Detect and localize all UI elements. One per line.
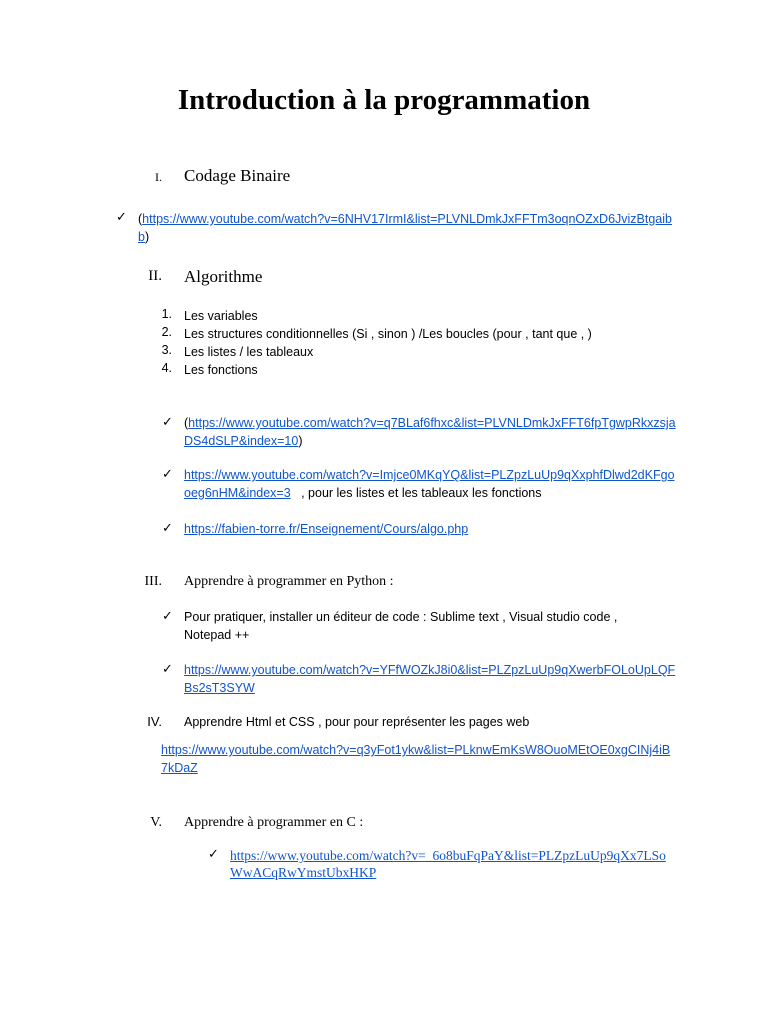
checkmark-icon: ✓ bbox=[208, 846, 219, 861]
list-item-text: Les variables bbox=[184, 309, 258, 323]
list-number: 4. bbox=[161, 361, 172, 375]
numbered-list bbox=[152, 307, 712, 379]
page-title: Introduction à la programmation bbox=[177, 84, 591, 116]
link-suffix: , pour les listes et les tableaux les fonctions bbox=[301, 486, 542, 500]
link-paragraph bbox=[161, 741, 677, 777]
link-prefix: ( bbox=[184, 416, 189, 430]
section-numeral: V. bbox=[150, 815, 162, 830]
youtube-link[interactable]: https://www.youtube.com/watch?v=q3yFot1ykw&list=PLknwEmKsW8OuoMEtOE0xgCINj4iB7kDaZ bbox=[161, 743, 671, 775]
link-paragraph bbox=[184, 466, 676, 502]
youtube-link[interactable]: https://www.youtube.com/watch?v=YFfWOZkJ8i0&list=PLZpzLuUp9qXwerbFOLoUpLQFBs2sT3SYW bbox=[184, 663, 676, 695]
list-number: 2. bbox=[161, 325, 172, 339]
section-numeral: I. bbox=[155, 170, 162, 184]
section-numeral: IV. bbox=[147, 714, 162, 729]
youtube-link[interactable]: https://www.youtube.com/watch?v=q7BLaf6fhxc&list=PLVNLDmkJxFFT6fpTgwpRkxzsjaDS4dSLP&index=10 bbox=[184, 416, 676, 448]
link-paragraph bbox=[138, 210, 676, 246]
checkmark-icon: ✓ bbox=[116, 209, 127, 224]
list-item bbox=[152, 325, 712, 343]
list-item bbox=[152, 307, 712, 325]
checkmark-icon: ✓ bbox=[162, 466, 173, 481]
section-numeral: II. bbox=[148, 268, 162, 284]
checkmark-icon: ✓ bbox=[162, 414, 173, 429]
link-paragraph bbox=[230, 847, 678, 881]
checkmark-icon: ✓ bbox=[162, 520, 173, 535]
link-paragraph bbox=[184, 661, 678, 697]
link-paragraph bbox=[184, 414, 676, 450]
tip-text: Pour pratiquer, installer un éditeur de code : Sublime text , Visual studio code , Notepad ++ bbox=[184, 610, 618, 642]
link-suffix: ) bbox=[298, 434, 303, 448]
youtube-link[interactable]: https://www.youtube.com/watch?v=6NHV17IrmI&list=PLVNLDmkJxFFTm3oqnOZxD6JvizBtgaibb bbox=[138, 212, 672, 244]
list-item-text: Les listes / les tableaux bbox=[184, 345, 314, 359]
checkmark-icon: ✓ bbox=[162, 661, 173, 676]
list-number: 1. bbox=[161, 307, 172, 321]
list-item bbox=[152, 343, 712, 361]
section-heading: Algorithme bbox=[184, 267, 263, 286]
section-heading: Apprendre Html et CSS , pour pour représenter les pages web bbox=[184, 715, 530, 729]
section-numeral: III. bbox=[144, 574, 162, 589]
link-suffix: ) bbox=[144, 230, 150, 244]
link-prefix: ( bbox=[138, 212, 143, 226]
list-number: 3. bbox=[161, 343, 172, 357]
list-item bbox=[152, 361, 712, 379]
link-paragraph bbox=[184, 520, 676, 538]
youtube-link[interactable]: https://www.youtube.com/watch?v=Imjce0MKqYQ&list=PLZpzLuUp9qXxphfDlwd2dKFgooeg6nHM&index=3 bbox=[184, 468, 675, 500]
youtube-link[interactable]: https://www.youtube.com/watch?v=_6o8buFqPaY&list=PLZpzLuUp9qXx7LSoWwACqRwYmstUbxHKP bbox=[230, 848, 666, 880]
list-item-text: Les structures conditionnelles (Si , sinon ) /Les boucles (pour , tant que , ) bbox=[184, 327, 592, 341]
section-heading: Apprendre à programmer en C : bbox=[184, 815, 364, 830]
section-heading: Apprendre à programmer en Python : bbox=[184, 574, 394, 589]
fabien-torre-link[interactable]: https://fabien-torre.fr/Enseignement/Cours/algo.php bbox=[184, 522, 469, 536]
section-heading: Codage Binaire bbox=[184, 166, 291, 185]
checkmark-icon: ✓ bbox=[162, 608, 173, 623]
list-item-text: Les fonctions bbox=[184, 363, 258, 377]
